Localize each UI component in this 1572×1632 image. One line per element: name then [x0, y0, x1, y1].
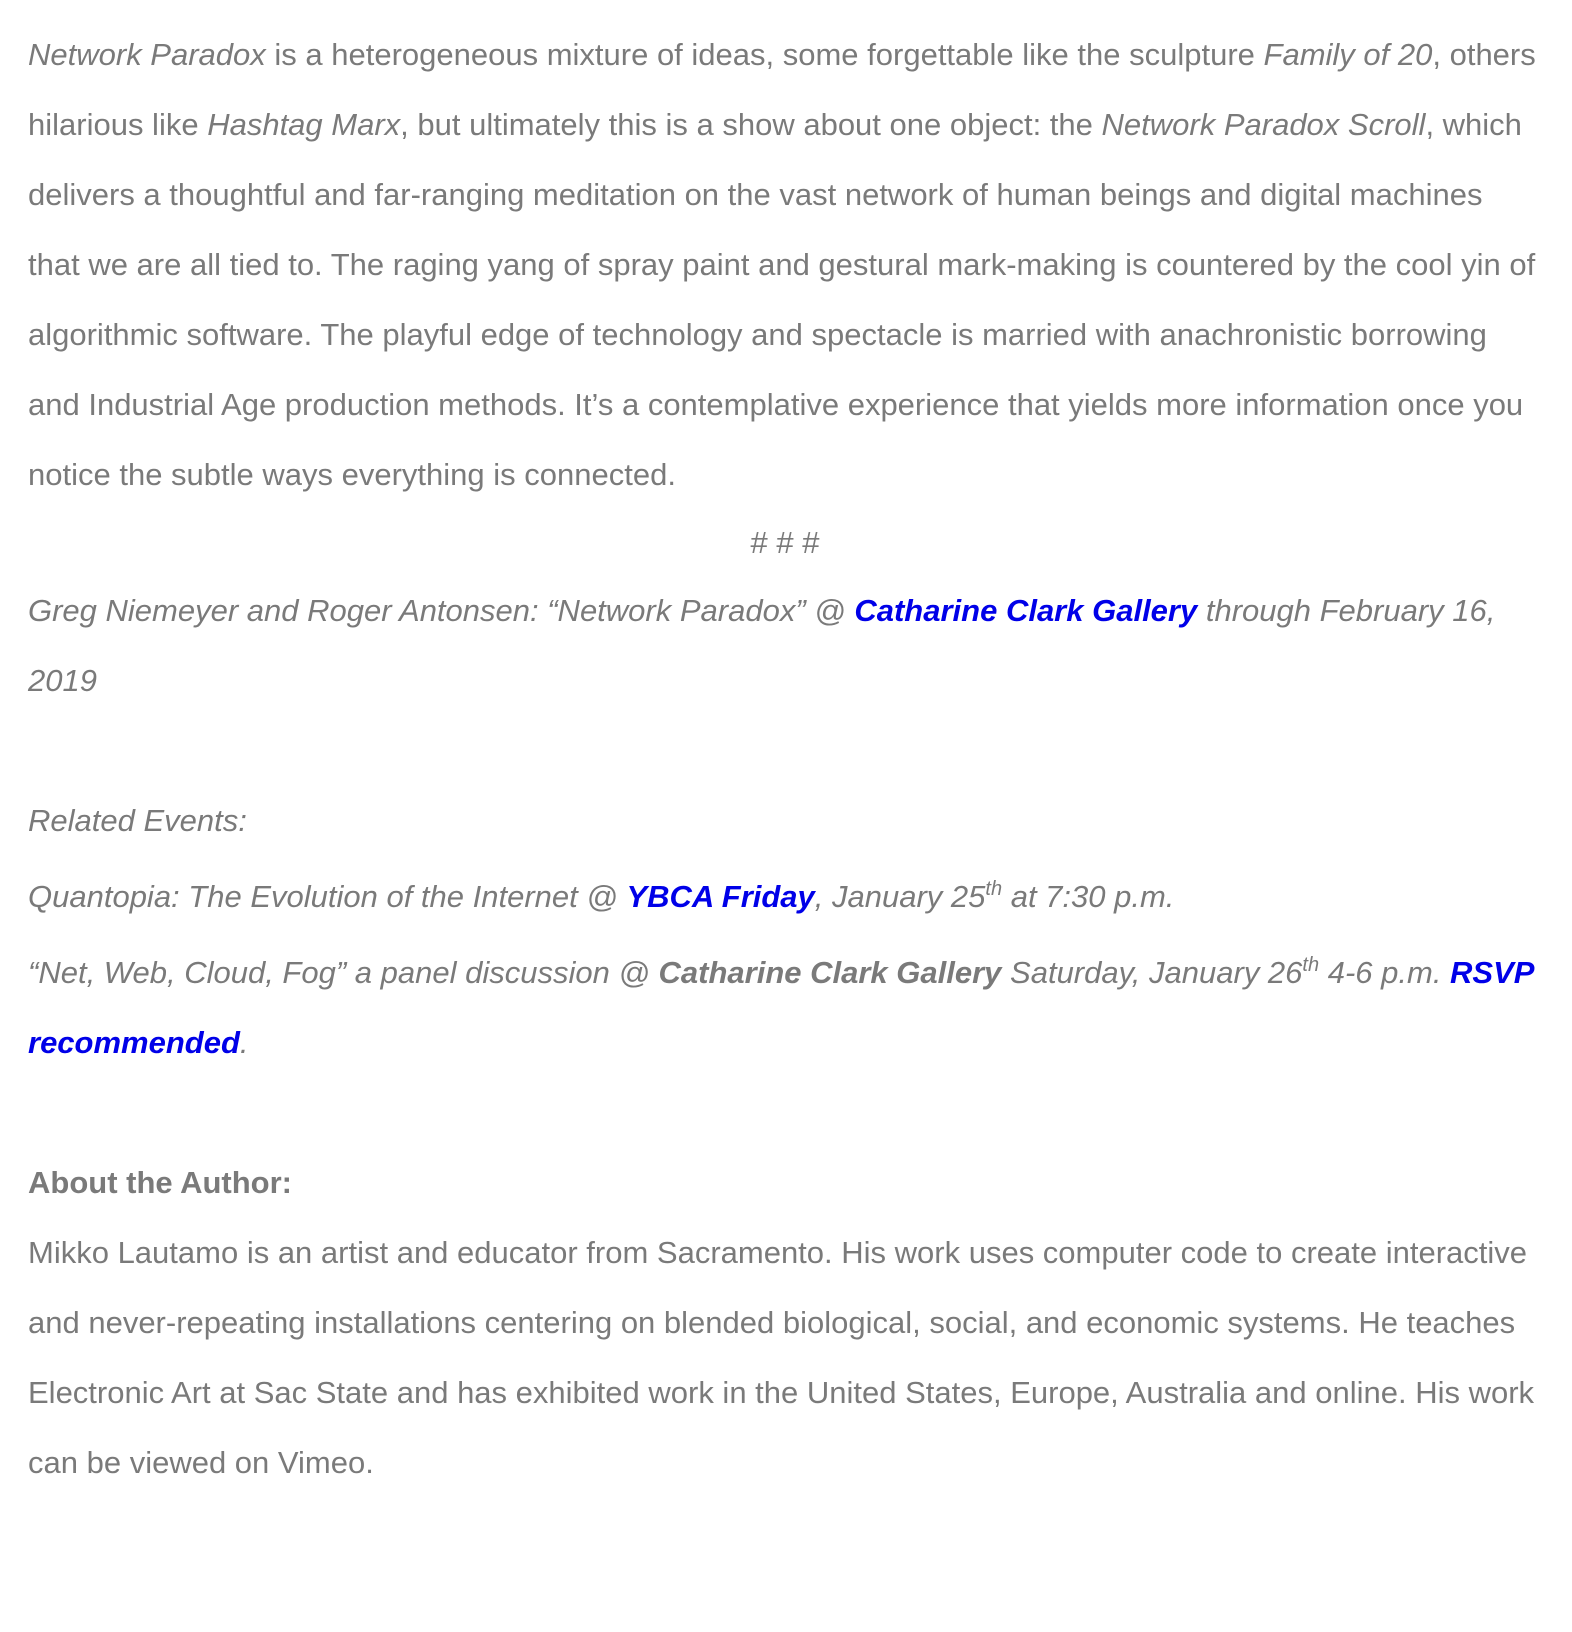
work-title-network-paradox: Network Paradox [28, 37, 266, 72]
section-separator: # # # [750, 525, 820, 560]
rsvp-link[interactable]: RSVP recommended [28, 955, 1534, 1060]
spacer [28, 1078, 1542, 1148]
event-panel-venue: Catharine Clark Gallery [658, 955, 1002, 990]
event-panel-end: . [239, 1025, 249, 1060]
show-info-prefix: Greg Niemeyer and Roger Antonsen: “Network Paradox” @ [28, 593, 855, 628]
review-text: , but ultimately this is a show about one object: the [400, 107, 1102, 142]
show-info-suffix: through February 16, 2019 [28, 593, 1496, 698]
review-text: , which delivers a thoughtful and far-ranging meditation on the vast network of human beings and digital machines that we are all tied to. The raging yang of spray paint and gestural mark-making is countered by the cool yin of algorithmic software. The playful edge of technology and spectacle is married with anachronistic borrowing and Industrial Age production methods. It’s a contemplative experience that yields more information once you notice the subtle ways everything is connected. [28, 107, 1536, 492]
event-quantopia-date: , January 25 [814, 879, 986, 914]
spacer [28, 716, 1542, 786]
related-events-heading: Related Events: [28, 803, 247, 838]
work-title-hashtag-marx: Hashtag Marx [207, 107, 401, 142]
event-panel-time: 4-6 p.m. [1319, 955, 1451, 990]
review-text: , others hilarious like [28, 37, 1536, 142]
ybca-friday-link[interactable]: YBCA Friday [626, 879, 815, 914]
review-text: is a heterogeneous mixture of ideas, some forgettable like the sculpture [265, 37, 1264, 72]
about-author-heading: About the Author: [28, 1165, 292, 1200]
event-panel-discussion [28, 938, 1542, 1078]
event-quantopia [28, 856, 1542, 938]
event-panel-prefix: “Net, Web, Cloud, Fog” a panel discussion @ [28, 955, 659, 990]
author-bio: Mikko Lautamo is an artist and educator from Sacramento. His work uses computer code to create interactive and never-repeating installations centering on blended biological, social, and economic systems. He teaches Electronic Art at Sac State and has exhibited work in the United States, Europe, Australia and online. His work can be viewed on Vimeo. [28, 1235, 1535, 1480]
event-panel-date: Saturday, January 26 [1001, 955, 1303, 990]
event-quantopia-prefix: Quantopia: The Evolution of the Internet @ [28, 879, 627, 914]
show-info [28, 576, 1542, 716]
gallery-link[interactable]: Catharine Clark Gallery [854, 593, 1198, 628]
review-paragraph [28, 20, 1542, 510]
related-events [28, 786, 1542, 1078]
event-quantopia-time: at 7:30 p.m. [1002, 879, 1175, 914]
ordinal-suffix: th [1302, 954, 1320, 976]
work-title-network-paradox-scroll: Network Paradox Scroll [1101, 107, 1426, 142]
ordinal-suffix: th [985, 878, 1003, 900]
work-title-family-of-20: Family of 20 [1263, 37, 1433, 72]
